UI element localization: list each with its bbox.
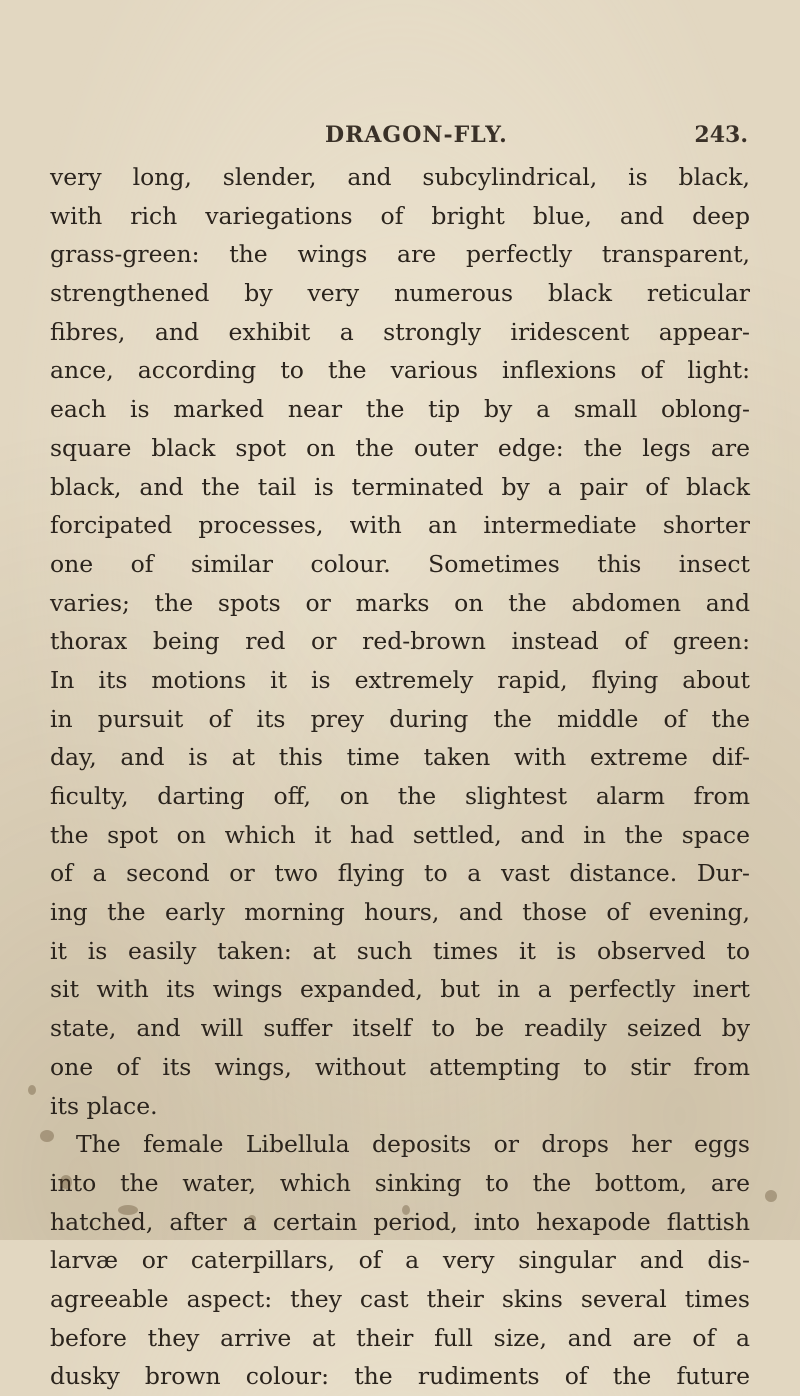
- text-line: each is marked near the tip by a small oblong-: [50, 395, 750, 424]
- text-line: dusky brown colour: the rudiments of the future: [50, 1362, 750, 1391]
- text-line: forcipated processes, with an intermediate shorter: [50, 511, 750, 540]
- text-line: hatched, after a certain period, into hexapode flattish: [50, 1207, 750, 1236]
- text-line: strengthened by very numerous black reticular: [50, 279, 750, 308]
- text-line: In its motions it is extremely rapid, flying about: [50, 665, 750, 694]
- paper-stain: [402, 1205, 410, 1215]
- text-line: with rich variegations of bright blue, and deep: [50, 201, 750, 230]
- text-line: very long, slender, and subcylindrical, is black,: [50, 163, 750, 191]
- paragraph-start-line: The female Libellula deposits or drops her eggs: [76, 1130, 750, 1159]
- text-line: into the water, which sinking to the bottom, are: [50, 1168, 750, 1197]
- text-line: square black spot on the outer edge: the legs are: [50, 433, 750, 462]
- paper-stain: [765, 1190, 777, 1202]
- paper-stain: [248, 1215, 256, 1223]
- text-line: its place.: [50, 1091, 158, 1120]
- page-number: 243.: [694, 122, 748, 148]
- text-line: in pursuit of its prey during the middle of the: [50, 704, 750, 733]
- text-line: thorax being red or red-brown instead of green:: [50, 627, 750, 656]
- text-line: sit with its wings expanded, but in a perfectly inert: [50, 975, 750, 1004]
- text-line: grass-green: the wings are perfectly transparent,: [50, 240, 750, 269]
- body-text: [50, 158, 750, 1396]
- text-line: varies; the spots or marks on the abdomen and: [50, 588, 750, 617]
- text-line: one of similar colour. Sometimes this insect: [50, 549, 750, 578]
- running-title: DRAGON-FLY.: [325, 122, 508, 148]
- text-line: black, and the tail is terminated by a pair of black: [50, 472, 750, 501]
- text-line: of a second or two flying to a vast distance. Dur-: [50, 859, 750, 888]
- text-line: state, and will suffer itself to be readily seized by: [50, 1014, 750, 1043]
- text-line: one of its wings, without attempting to stir from: [50, 1052, 750, 1081]
- text-line: ing the early morning hours, and those of evening,: [50, 898, 750, 927]
- paper-stain: [60, 1175, 72, 1189]
- text-line: ficulty, darting off, on the slightest alarm from: [50, 782, 750, 810]
- text-line: day, and is at this time taken with extreme dif-: [50, 743, 750, 772]
- paper-stain: [40, 1130, 54, 1142]
- text-line: larvæ or caterpillars, of a very singular and dis-: [50, 1246, 750, 1275]
- text-line: ance, according to the various inflexions of light:: [50, 356, 750, 385]
- paper-stain: [118, 1205, 138, 1215]
- text-line: agreeable aspect: they cast their skins several times: [50, 1284, 750, 1313]
- running-head: [325, 122, 748, 158]
- text-line: before they arrive at their full size, and are of a: [50, 1323, 750, 1352]
- text-line: the spot on which it had settled, and in the space: [50, 820, 750, 849]
- paper-stain: [28, 1085, 36, 1095]
- text-line: it is easily taken: at such times it is observed to: [50, 936, 750, 965]
- text-line: fibres, and exhibit a strongly iridescent appear-: [50, 317, 750, 346]
